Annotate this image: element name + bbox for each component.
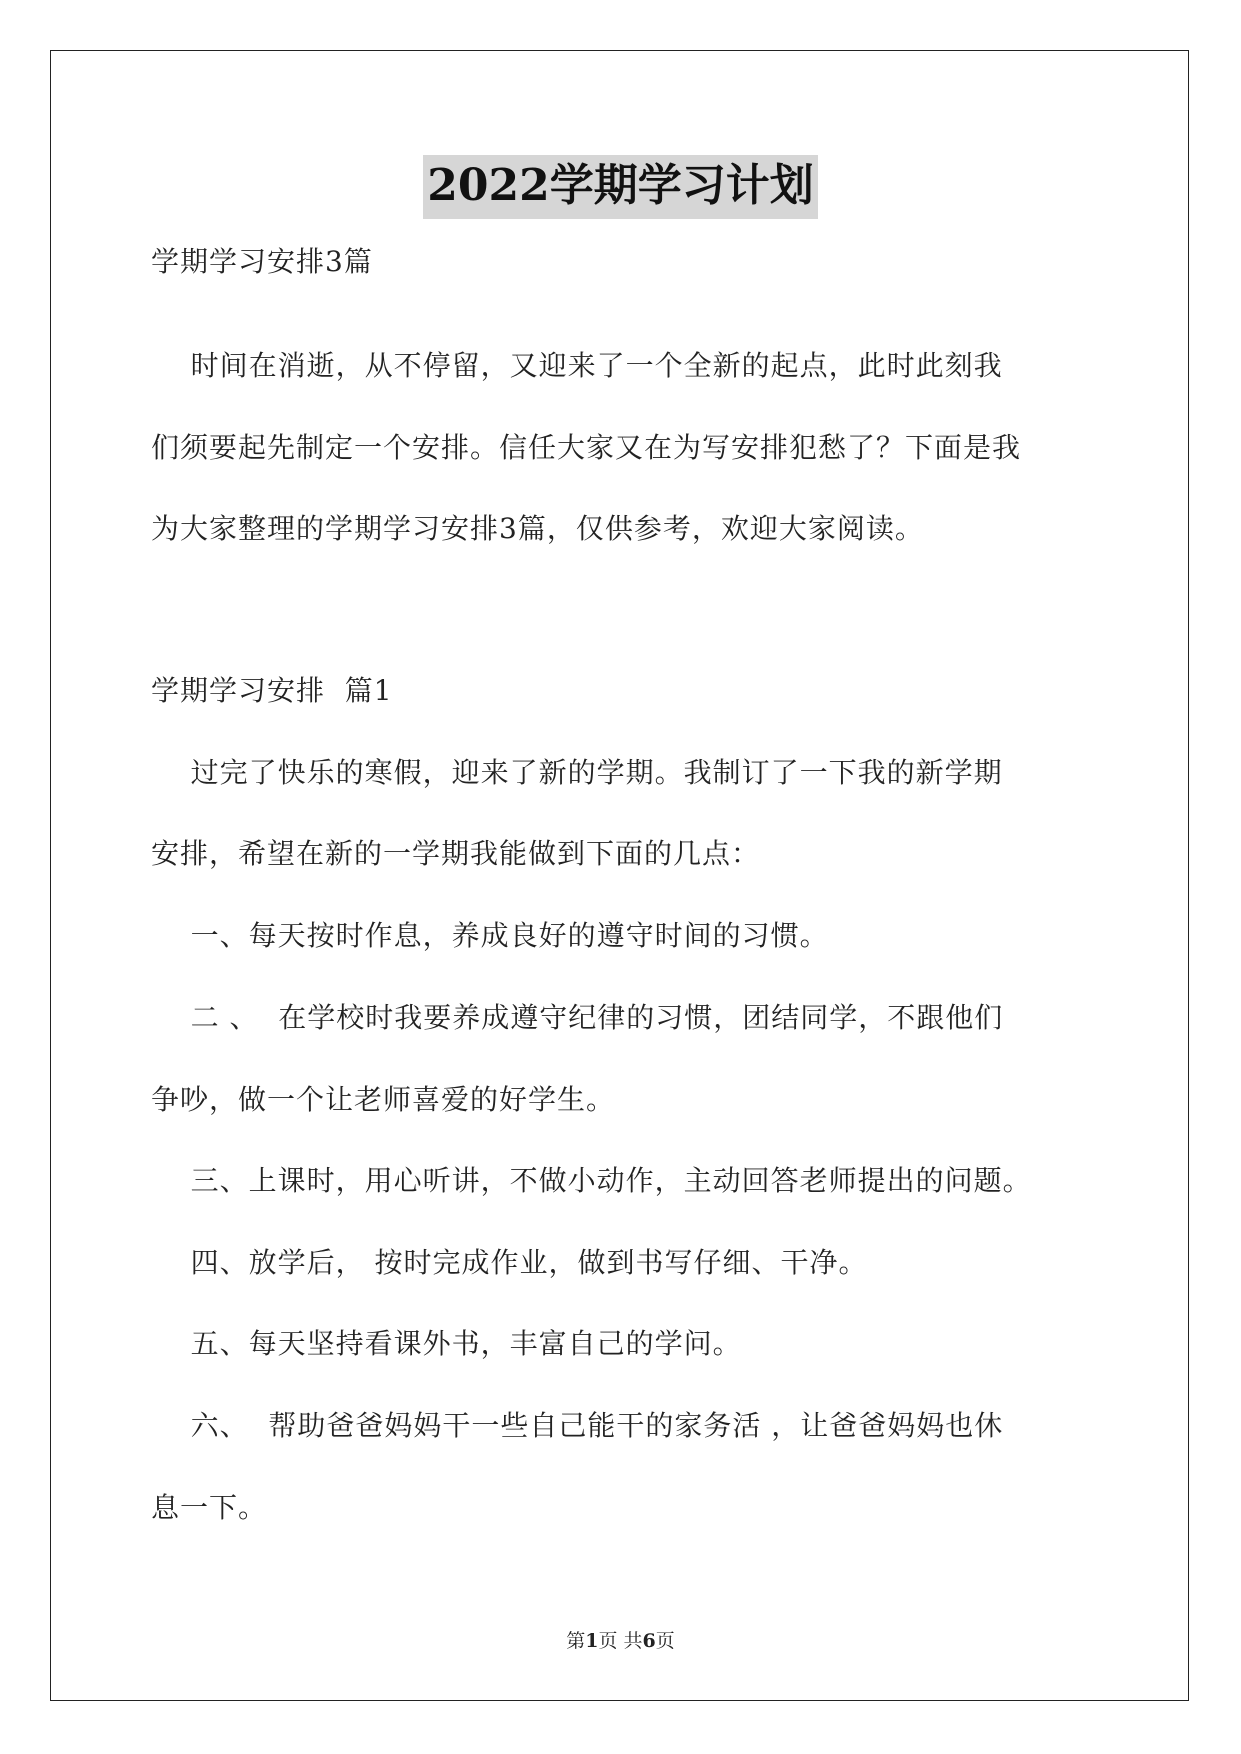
paragraph-line: 安排，希望在新的一学期我能做到下面的几点： [151, 837, 761, 870]
current-page-number: 1 [585, 1630, 599, 1652]
paragraph-line: 息一下。 [151, 1491, 268, 1524]
list-item: 二 、 在学校时我要养成遵守纪律的习惯，团结同学，不跟他们 [151, 1001, 1004, 1034]
footer-suffix: 页 [655, 1630, 675, 1652]
page-footer [0, 1626, 1241, 1653]
title-container [0, 155, 1241, 219]
section-heading: 学期学习安排 篇1 [151, 674, 393, 707]
paragraph-line: 时间在消逝，从不停留，又迎来了一个全新的起点，此时此刻我 [151, 349, 1003, 382]
paragraph-line: 过完了快乐的寒假，迎来了新的学期。我制订了一下我的新学期 [151, 756, 1003, 789]
total-page-count: 6 [642, 1630, 656, 1652]
document-title: 2022学期学习计划 [423, 155, 817, 219]
list-item: 一、每天按时作息，养成良好的遵守时间的习惯。 [151, 919, 829, 952]
footer-prefix: 第 [566, 1630, 586, 1652]
footer-mid: 页 共 [598, 1630, 643, 1652]
page-border [50, 50, 1189, 1701]
list-item: 五、每天坚持看课外书，丰富自己的学问。 [151, 1327, 742, 1360]
paragraph-line: 们须要起先制定一个安排。信任大家又在为写安排犯愁了？下面是我 [151, 431, 1022, 464]
paragraph-line: 为大家整理的学期学习安排3篇，仅供参考，欢迎大家阅读。 [151, 512, 924, 545]
list-item: 六、 帮助爸爸妈妈干一些自己能干的家务活 ，让爸爸妈妈也休 [151, 1409, 1004, 1442]
paragraph-line: 争吵，做一个让老师喜爱的好学生。 [151, 1083, 616, 1116]
section-heading: 学期学习安排3篇 [151, 245, 373, 278]
list-item: 四、放学后， 按时完成作业，做到书写仔细、干净。 [151, 1246, 868, 1279]
list-item: 三、上课时，用心听讲，不做小动作，主动回答老师提出的问题。 [151, 1164, 1032, 1197]
